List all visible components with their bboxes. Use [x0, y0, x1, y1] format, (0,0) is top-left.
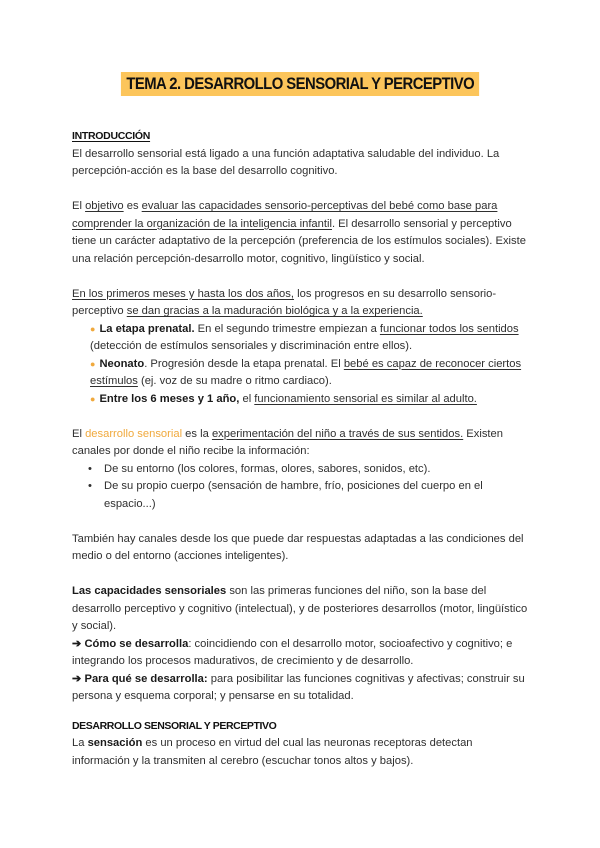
- section-heading-desarrollo: DESARROLLO SENSORIAL Y PERCEPTIVO: [72, 719, 277, 732]
- paragraph-para-que: ➔ Para qué se desarrolla: para posibilitar las funciones cognitivas y afectivas; construir su persona y esquema corporal; y pensarse en su totalidad.: [72, 672, 525, 702]
- section-heading-introduccion: INTRODUCCIÓN: [72, 130, 151, 142]
- paragraph-canales: También hay canales desde los que puede dar respuestas adaptadas a las condiciones del medio o del entorno (acciones inteligentes).: [72, 532, 524, 562]
- underlined-text: En los primeros meses y hasta los dos años,: [72, 287, 294, 300]
- title-wrapper: [0, 72, 600, 96]
- list-item-neonato: ● Neonato. Progresión desde la etapa prenatal. El bebé es capaz de reconocer ciertos estímulos (ej. voz de su madre o ritmo cardiaco).: [90, 357, 522, 387]
- paragraph-1: El desarrollo sensorial está ligado a una función adaptativa saludable del individuo. La percepción-acción es la base del desarrollo cognitivo.: [72, 147, 500, 177]
- document-title: TEMA 2. DESARROLLO SENSORIAL Y PERCEPTIVO: [121, 72, 480, 96]
- underlined-text: objetivo: [85, 200, 124, 212]
- paragraph-primeros-meses: En los primeros meses y hasta los dos años, los progresos en su desarrollo sensorio-perceptivo se dan gracias a la maduración biológica y a la experiencia.: [72, 287, 497, 317]
- list-item-prenatal: ● La etapa prenatal. En el segundo trimestre empiezan a funcionar todos los sentidos (detección de estímulos sensoriales y discriminación entre ellos).: [90, 322, 519, 352]
- underlined-text: evaluar las capacidades sensorio-perceptivas del bebé como base para comprender la organización de la inteligencia infantil: [72, 200, 498, 230]
- bullet-icon: ●: [90, 358, 96, 369]
- list-item: • De su propio cuerpo (sensación de hambre, frío, posiciones del cuerpo en el espacio...): [72, 478, 532, 513]
- paragraph-desarrollo-sensorial: El desarrollo sensorial es la experimentación del niño a través de sus sentidos. Existen canales por donde el niño recibe la información:: [72, 427, 503, 457]
- bullet-icon: ●: [90, 323, 96, 334]
- paragraph-sensacion: La sensación es un proceso en virtud del cual las neuronas receptoras detectan información y la transmiten al cerebro (escuchar tonos altos y bajos).: [72, 737, 473, 767]
- underlined-text: se dan gracias a la maduración biológica y a la experiencia.: [126, 305, 423, 317]
- channels-list: [72, 461, 532, 514]
- paragraph-objetivo: El objetivo es evaluar las capacidades sensorio-perceptivas del bebé como base para comprender la organización de la inteligencia infantil. El desarrollo sensorial y perceptivo tiene un carácter adaptativo de la percepción (preferencia de los estímulos sociales). Existe una relación percepción-desarrollo motor, cognitivo, lingüístico y social.: [72, 200, 526, 265]
- list-item: • De su entorno (los colores, formas, olores, sabores, sonidos, etc).: [72, 461, 532, 479]
- highlighted-term: desarrollo sensorial: [85, 427, 183, 440]
- document-body: [72, 128, 532, 770]
- bullet-icon: ●: [90, 393, 96, 404]
- paragraph-capacidades: Las capacidades sensoriales son las primeras funciones del niño, son la base del desarrollo perceptivo y cognitivo (intelectual), y de posteriores desarrollos (motor, lingüístico y social).: [72, 585, 528, 632]
- paragraph-como-se-desarrolla: ➔ Cómo se desarrolla: coincidiendo con el desarrollo motor, socioafectivo y cognitivo; e integrando los procesos madurativos, de crecimiento y de desarrollo.: [72, 637, 513, 667]
- list-item-6-meses: ● Entre los 6 meses y 1 año, el funcionamiento sensorial es similar al adulto.: [90, 392, 477, 405]
